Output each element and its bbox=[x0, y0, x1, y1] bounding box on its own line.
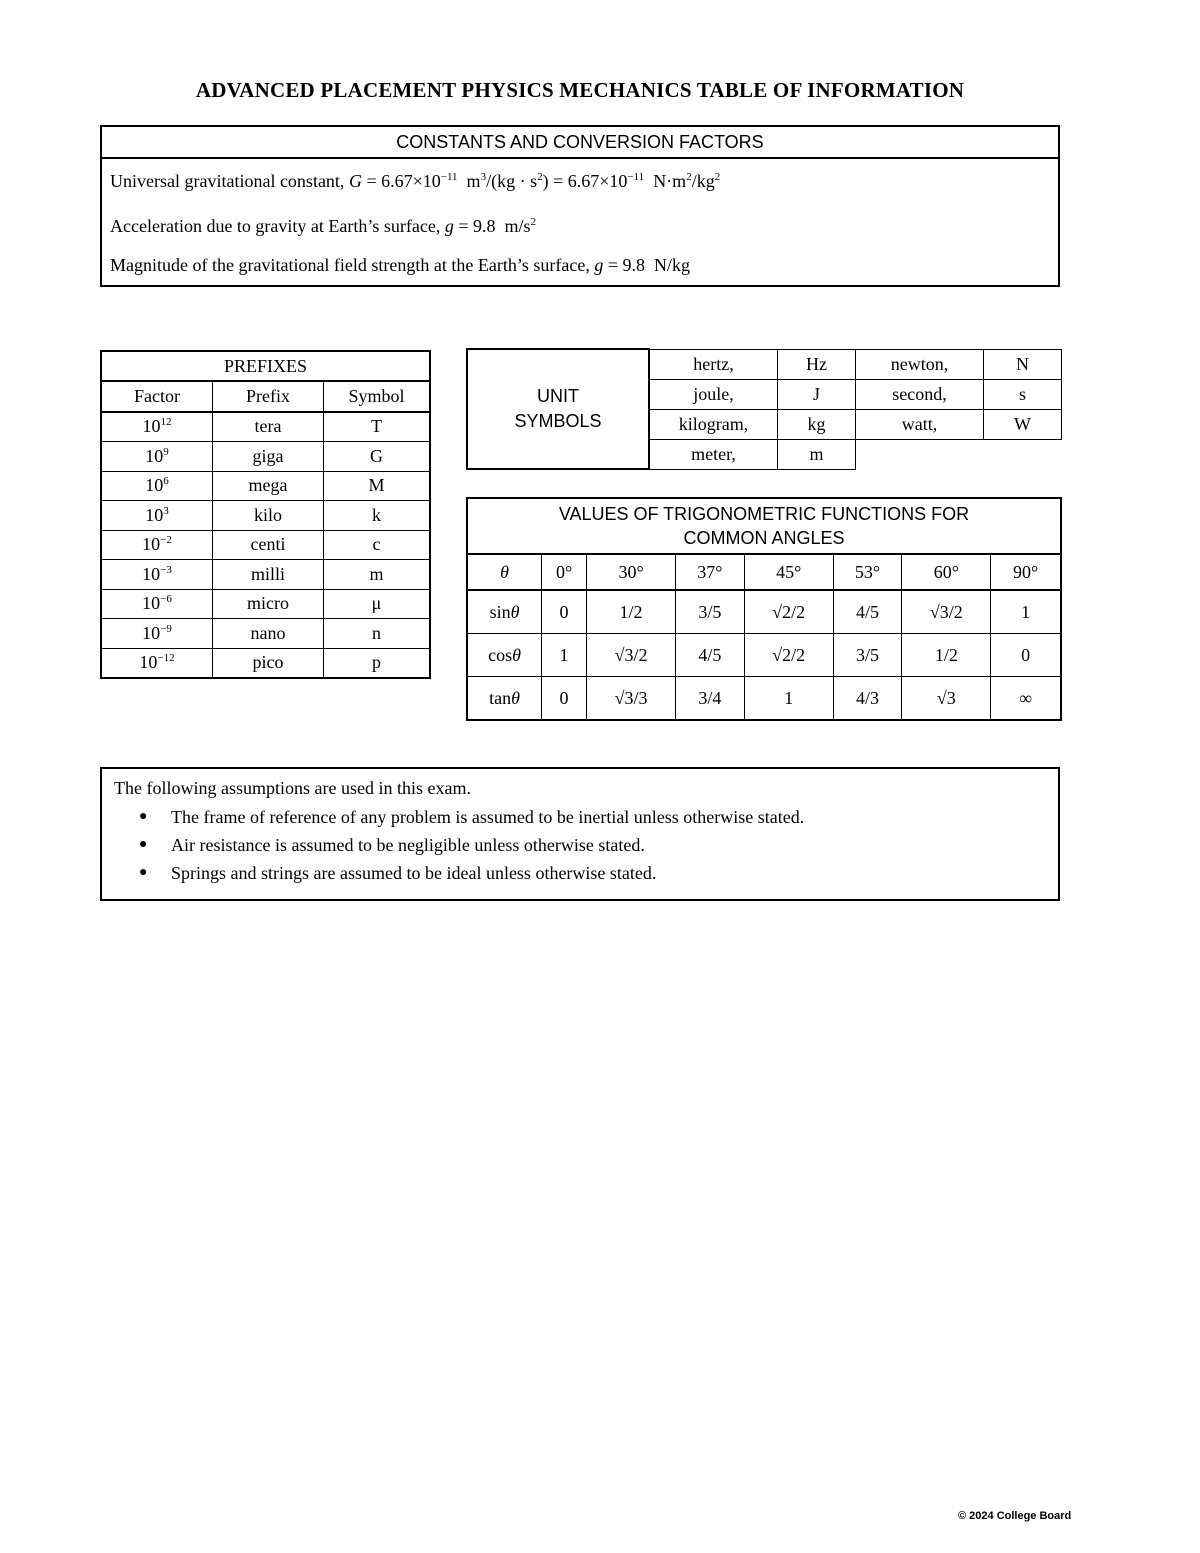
power-exponent: 9 bbox=[163, 445, 169, 458]
prefix-factor bbox=[101, 442, 213, 472]
function-label: tan bbox=[489, 687, 512, 708]
prefix-symbol: c bbox=[324, 530, 431, 560]
unit-kg: kg bbox=[696, 171, 715, 191]
function-label: cos bbox=[488, 644, 513, 665]
unit-symbol: W bbox=[984, 409, 1062, 439]
power-exponent: −9 bbox=[160, 622, 172, 635]
column-header-symbol: Symbol bbox=[324, 381, 431, 412]
unit-kg-s: (kg · s bbox=[491, 171, 538, 191]
angle-header: 37° bbox=[676, 554, 745, 590]
table-row bbox=[101, 471, 430, 501]
trig-value: 3/5 bbox=[833, 634, 902, 677]
unit-symbol: Hz bbox=[778, 349, 856, 379]
unit-symbol: J bbox=[778, 379, 856, 409]
prefix-factor bbox=[101, 471, 213, 501]
trig-value: 1/2 bbox=[902, 634, 991, 677]
prefix-factor bbox=[101, 619, 213, 649]
unit-close-paren: ) bbox=[542, 171, 549, 191]
list-item bbox=[114, 834, 804, 862]
trig-value: √3/2 bbox=[902, 590, 991, 634]
prefix-symbol: T bbox=[324, 412, 431, 442]
prefix-factor bbox=[101, 648, 213, 678]
power-base: 10 bbox=[142, 534, 161, 555]
power-exponent: −11 bbox=[440, 171, 458, 183]
unit-name: meter, bbox=[649, 439, 778, 469]
trig-function-name bbox=[467, 677, 542, 721]
assumptions-box bbox=[100, 767, 1060, 901]
times-sign: × bbox=[412, 171, 423, 191]
unit-m: m bbox=[504, 216, 519, 236]
prefixes-table bbox=[100, 350, 431, 679]
assumptions-intro: The following assumptions are used in this exam. bbox=[114, 778, 471, 798]
unit-name: hertz, bbox=[649, 349, 778, 379]
power-exponent: −6 bbox=[160, 593, 172, 606]
assumption-text: Air resistance is assumed to be negligible unless otherwise stated. bbox=[171, 835, 645, 855]
symbol-g: g bbox=[594, 255, 604, 275]
gravity-acceleration-value: 9.8 bbox=[473, 216, 496, 236]
power-base: 10 bbox=[422, 171, 441, 191]
prefix-symbol: p bbox=[324, 648, 431, 678]
unit-symbols-label-line1: UNIT bbox=[537, 386, 579, 406]
power-base-2: 10 bbox=[609, 171, 628, 191]
trig-value: √3/2 bbox=[587, 634, 676, 677]
prefix-name: centi bbox=[213, 530, 324, 560]
power-base: 10 bbox=[142, 622, 161, 643]
prefix-name: tera bbox=[213, 412, 324, 442]
unit-s: s bbox=[523, 216, 531, 236]
trig-value: 4/3 bbox=[833, 677, 902, 721]
angle-header: 30° bbox=[587, 554, 676, 590]
unit-symbols-table bbox=[466, 348, 1062, 470]
list-item bbox=[114, 862, 804, 890]
prefix-symbol: μ bbox=[324, 589, 431, 619]
power-base: 10 bbox=[145, 445, 164, 466]
column-header-factor: Factor bbox=[101, 381, 213, 412]
table-row bbox=[101, 501, 430, 531]
unit-symbol: s bbox=[984, 379, 1062, 409]
symbol-G: G bbox=[348, 171, 362, 191]
trig-header-line1: VALUES OF TRIGONOMETRIC FUNCTIONS FOR bbox=[558, 504, 970, 524]
prefix-symbol: G bbox=[324, 442, 431, 472]
symbol-g: g bbox=[444, 216, 454, 236]
g-value-2: 6.67 bbox=[567, 171, 600, 191]
prefix-name: pico bbox=[213, 648, 324, 678]
trig-table bbox=[466, 497, 1062, 721]
table-row bbox=[101, 589, 430, 619]
prefix-name: nano bbox=[213, 619, 324, 649]
power-exponent-2: −11 bbox=[627, 171, 645, 183]
angle-header: 60° bbox=[902, 554, 991, 590]
trig-value: 1 bbox=[744, 677, 833, 721]
angle-header: 90° bbox=[991, 554, 1061, 590]
page-title: ADVANCED PLACEMENT PHYSICS MECHANICS TABLE OF INFORMATION bbox=[195, 78, 965, 102]
prefix-factor bbox=[101, 501, 213, 531]
table-row bbox=[101, 619, 430, 649]
table-row bbox=[101, 648, 430, 678]
prefix-symbol: n bbox=[324, 619, 431, 649]
prefix-symbol: k bbox=[324, 501, 431, 531]
unit-name: kilogram, bbox=[649, 409, 778, 439]
trig-value: √3/3 bbox=[587, 677, 676, 721]
unit-symbol: m bbox=[778, 439, 856, 469]
trig-function-name bbox=[467, 590, 542, 634]
power-exponent: −3 bbox=[160, 563, 172, 576]
trig-value: √2/2 bbox=[744, 634, 833, 677]
power-base: 10 bbox=[142, 593, 161, 614]
gravity-acceleration-line: Acceleration due to gravity at Earth’s surface, g = 9.8 $m/s^2$ bbox=[110, 216, 537, 236]
table-row bbox=[101, 560, 430, 590]
power-exponent: −2 bbox=[160, 534, 172, 547]
prefixes-header: PREFIXES bbox=[101, 351, 430, 381]
trig-value: 3/4 bbox=[676, 677, 745, 721]
trig-function-name bbox=[467, 634, 542, 677]
constants-header: CONSTANTS AND CONVERSION FACTORS bbox=[102, 127, 1058, 159]
unit-m-exp: 3 bbox=[480, 171, 487, 183]
assumption-text: The frame of reference of any problem is assumed to be inertial unless otherwise stated. bbox=[171, 807, 805, 827]
gravitational-constant-label: Universal gravitational constant, bbox=[110, 171, 345, 191]
trig-value: 4/5 bbox=[676, 634, 745, 677]
power-exponent: 6 bbox=[163, 475, 169, 488]
trig-value: 3/5 bbox=[676, 590, 745, 634]
prefix-symbol: M bbox=[324, 471, 431, 501]
power-base: 10 bbox=[142, 563, 161, 584]
table-row bbox=[101, 442, 430, 472]
table-row bbox=[467, 677, 1061, 721]
table-row bbox=[467, 634, 1061, 677]
unit-s-exp: 2 bbox=[537, 171, 543, 183]
unit-symbols-label-line2: SYMBOLS bbox=[514, 411, 602, 431]
bullet-icon: ● bbox=[139, 809, 148, 824]
field-strength-label: Magnitude of the gravitational field strength at the Earth’s surface, bbox=[110, 255, 590, 275]
unit-nm-exp: 2 bbox=[686, 171, 692, 183]
prefix-factor bbox=[101, 560, 213, 590]
g-value-1: 6.67 bbox=[381, 171, 413, 191]
field-strength-line: Magnitude of the gravitational field strength at the Earth’s surface, g = 9.8 N/kg bbox=[110, 255, 691, 275]
theta-symbol: θ bbox=[511, 687, 520, 708]
unit-nm: N·m bbox=[653, 171, 687, 191]
unit-symbol: N bbox=[984, 349, 1062, 379]
copyright-footer: © 2024 College Board bbox=[958, 1510, 1072, 1522]
bullet-icon: ● bbox=[139, 865, 148, 880]
prefix-factor bbox=[101, 412, 213, 442]
theta-symbol: θ bbox=[512, 644, 521, 665]
times-sign-2: × bbox=[599, 171, 610, 191]
power-base: 10 bbox=[145, 504, 164, 525]
trig-header bbox=[467, 498, 1061, 554]
table-row bbox=[101, 530, 430, 560]
power-base: 10 bbox=[142, 416, 161, 437]
trig-value: 0 bbox=[542, 590, 587, 634]
unit-kg: kg bbox=[672, 255, 691, 275]
constants-box bbox=[100, 125, 1060, 287]
power-exponent: −12 bbox=[157, 652, 175, 665]
column-header-prefix: Prefix bbox=[213, 381, 324, 412]
unit-name: newton, bbox=[856, 349, 984, 379]
unit-kg-exp: 2 bbox=[714, 171, 721, 183]
table-row bbox=[101, 412, 430, 442]
theta-header: θ bbox=[467, 554, 542, 590]
trig-value: 4/5 bbox=[833, 590, 902, 634]
prefix-name: mega bbox=[213, 471, 324, 501]
gravity-acceleration-label: Acceleration due to gravity at Earth’s surface, bbox=[110, 216, 441, 236]
theta-symbol: θ bbox=[510, 601, 520, 622]
trig-value: 1 bbox=[542, 634, 587, 677]
empty-cell bbox=[856, 439, 1062, 469]
unit-symbol: kg bbox=[778, 409, 856, 439]
angle-header: 0° bbox=[542, 554, 587, 590]
prefix-name: micro bbox=[213, 589, 324, 619]
assumption-text: Springs and strings are assumed to be ideal unless otherwise stated. bbox=[171, 863, 657, 883]
trig-value: 1 bbox=[991, 590, 1061, 634]
trig-value: ∞ bbox=[991, 677, 1061, 721]
prefix-name: giga bbox=[213, 442, 324, 472]
prefix-name: milli bbox=[213, 560, 324, 590]
bullet-icon: ● bbox=[139, 837, 148, 852]
unit-name: joule, bbox=[649, 379, 778, 409]
field-strength-value: 9.8 bbox=[622, 255, 645, 275]
table-row bbox=[467, 590, 1061, 634]
prefix-factor bbox=[101, 589, 213, 619]
prefix-name: kilo bbox=[213, 501, 324, 531]
trig-header-line2: COMMON ANGLES bbox=[683, 528, 845, 548]
power-base: 10 bbox=[139, 652, 158, 673]
angle-header: 53° bbox=[833, 554, 902, 590]
angle-header: 45° bbox=[744, 554, 833, 590]
prefix-symbol: m bbox=[324, 560, 431, 590]
unit-name: watt, bbox=[856, 409, 984, 439]
prefix-factor bbox=[101, 530, 213, 560]
trig-value: √3 bbox=[902, 677, 991, 721]
unit-m: m bbox=[466, 171, 481, 191]
list-item bbox=[114, 806, 804, 834]
trig-value: √2/2 bbox=[744, 590, 833, 634]
unit-name: second, bbox=[856, 379, 984, 409]
function-label: sin bbox=[489, 601, 511, 622]
unit-s-exp: 2 bbox=[530, 216, 537, 228]
trig-value: 0 bbox=[991, 634, 1061, 677]
trig-value: 1/2 bbox=[587, 590, 676, 634]
power-exponent: 12 bbox=[160, 416, 172, 429]
power-exponent: 3 bbox=[163, 504, 169, 517]
unit-N: N bbox=[654, 255, 667, 275]
gravitational-constant-line: Universal gravitational constant, $G = 6.67\times 10^{-11}$ $m^3/(kg \cdot s^2) = 6.67\times 10^{-11}$ $N\cdot m^2/kg^2$ bbox=[110, 171, 721, 191]
unit-symbols-label bbox=[467, 349, 649, 469]
assumptions-list bbox=[114, 806, 804, 890]
trig-value: 0 bbox=[542, 677, 587, 721]
power-base: 10 bbox=[145, 475, 164, 496]
